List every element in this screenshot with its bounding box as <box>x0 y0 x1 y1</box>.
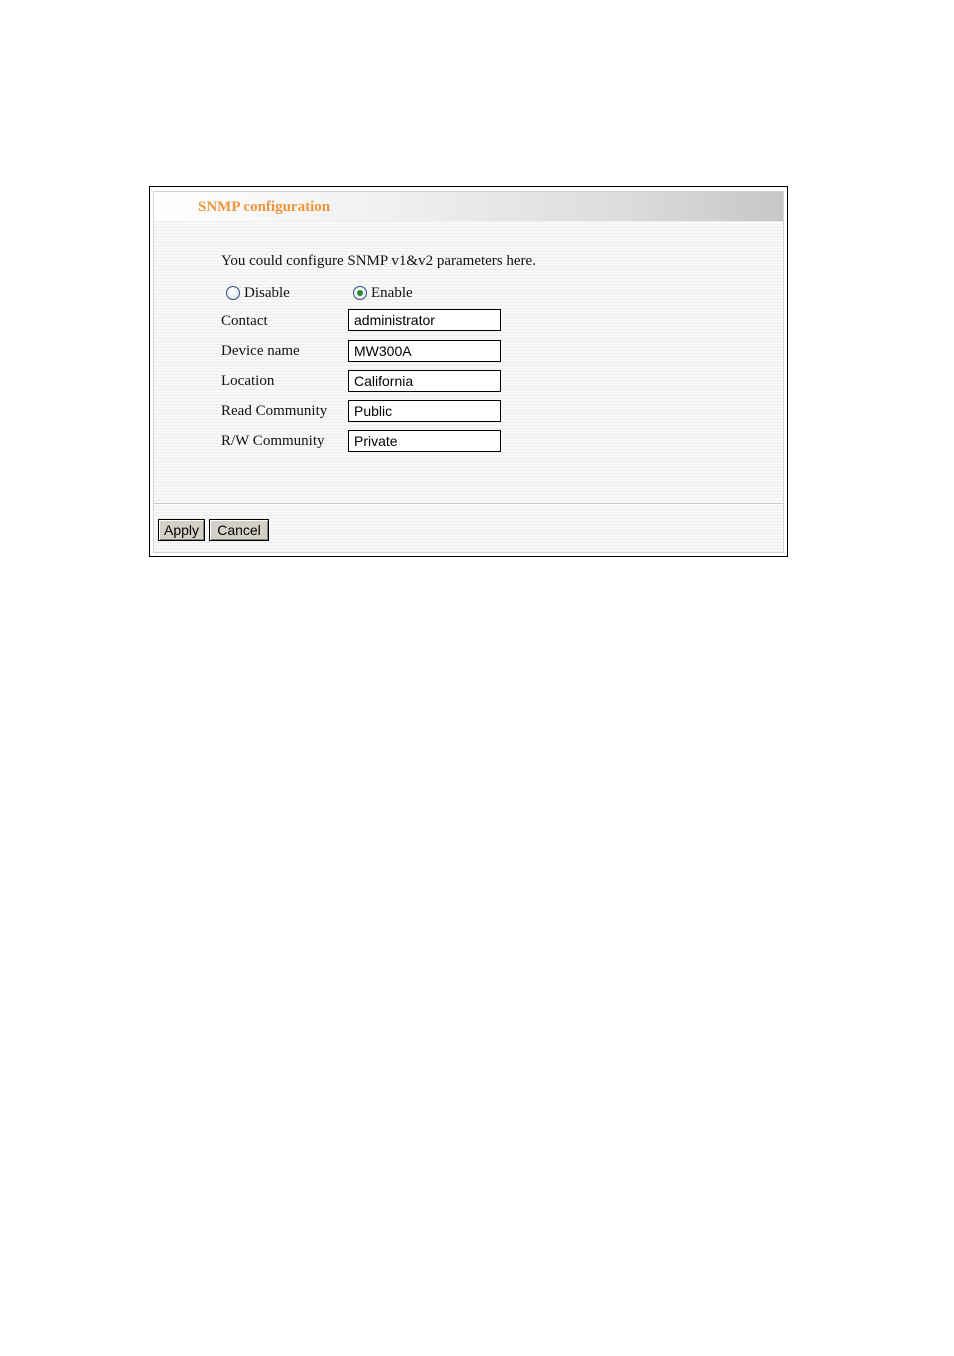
location-label: Location <box>221 373 275 389</box>
intro-text: You could configure SNMP v1&v2 parameters here. <box>221 253 536 269</box>
snmp-disable-radio[interactable] <box>226 286 240 300</box>
read-community-input[interactable] <box>348 400 501 422</box>
device-name-label: Device name <box>221 343 300 359</box>
page-title: SNMP configuration <box>198 199 331 215</box>
snmp-enable-label: Enable <box>371 284 413 301</box>
snmp-enable-option[interactable] <box>353 283 413 303</box>
contact-input[interactable] <box>348 309 501 331</box>
read-community-label: Read Community <box>221 403 328 419</box>
rw-community-input[interactable] <box>348 430 501 452</box>
form-divider <box>154 503 783 505</box>
panel-header <box>154 192 783 221</box>
contact-label: Contact <box>221 313 268 329</box>
snmp-disable-option[interactable] <box>226 283 290 303</box>
snmp-config-frame <box>149 186 788 557</box>
location-input[interactable] <box>348 370 501 392</box>
apply-button[interactable]: Apply <box>158 519 205 541</box>
device-name-input[interactable] <box>348 340 501 362</box>
snmp-enable-radio[interactable] <box>353 286 367 300</box>
snmp-config-panel <box>153 191 784 553</box>
snmp-disable-label: Disable <box>244 284 290 301</box>
cancel-button[interactable]: Cancel <box>209 519 269 541</box>
rw-community-label: R/W Community <box>221 433 325 449</box>
